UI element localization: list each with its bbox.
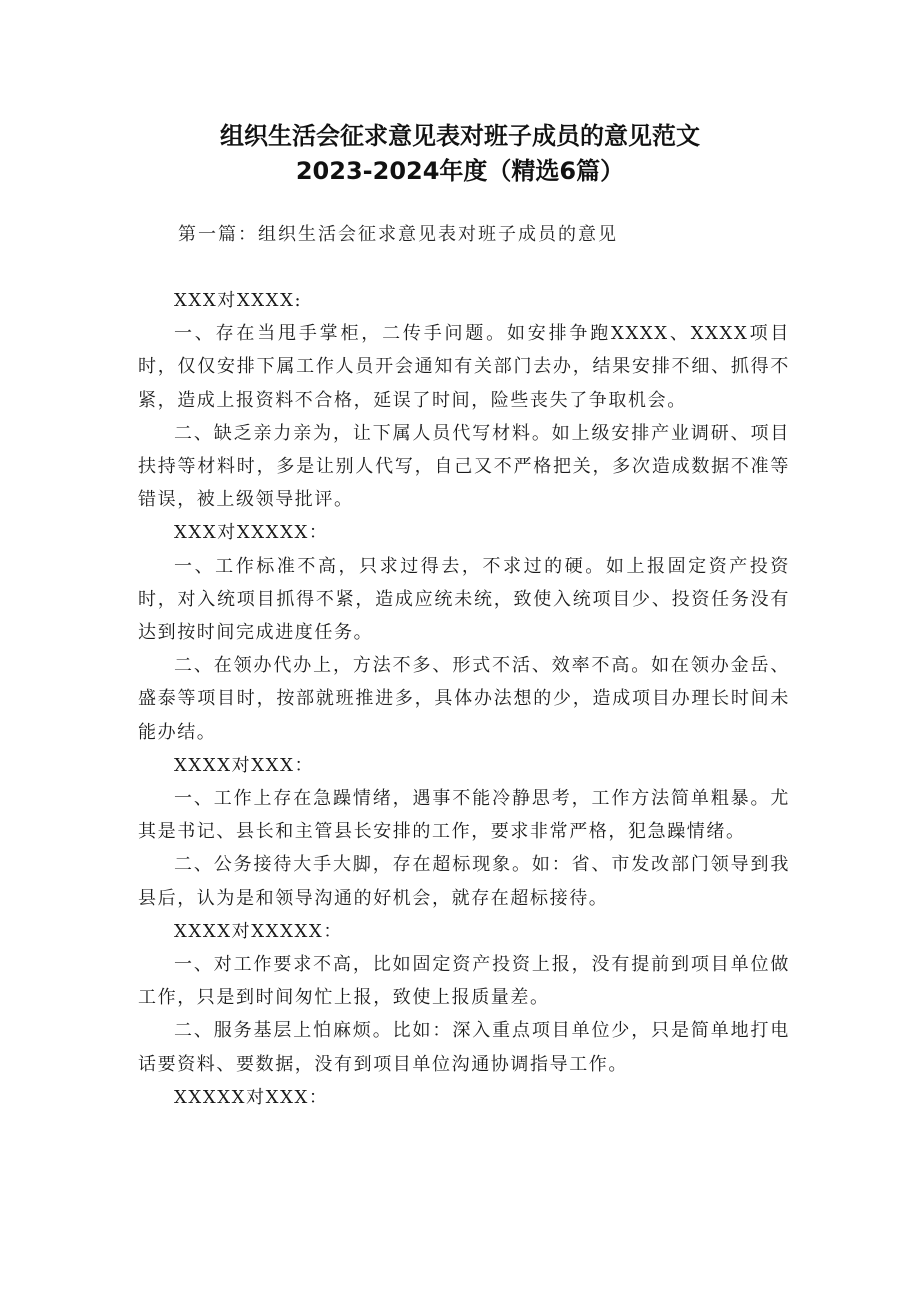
- paragraph: 二、服务基层上怕麻烦。比如：深入重点项目单位少，只是简单地打电话要资料、要数据，没有到项目单位沟通协调指导工作。: [138, 1020, 790, 1075]
- paragraph-recipient-heading: XXX对XXXXX：: [174, 522, 329, 544]
- document-title-line-1: 组织生活会征求意见表对班子成员的意见范文: [220, 122, 700, 150]
- chapter-heading: 第一篇：组织生活会征求意见表对班子成员的意见: [178, 224, 618, 245]
- document-body: [138, 284, 790, 1114]
- paragraph: 一、工作标准不高，只求过得去，不求过的硬。如上报固定资产投资时，对入统项目抓得不紧，造成应统未统，致使入统项目少、投资任务没有达到按时间完成进度任务。: [138, 555, 790, 644]
- paragraph: 二、在领办代办上，方法不多、形式不活、效率不高。如在领办金岳、盛泰等项目时，按部就班推进多，具体办法想的少，造成项目办理长时间未能办结。: [138, 655, 790, 743]
- document-title-line-2: 2023-2024年度（精选6篇）: [295, 157, 625, 185]
- paragraph: 一、对工作要求不高，比如固定资产投资上报，没有提前到项目单位做工作，只是到时间匆忙上报，致使上报质量差。: [138, 954, 790, 1009]
- paragraph: 一、存在当甩手掌柜，二传手问题。如安排争跑XXXX、XXXX项目时，仅仅安排下属工作人员开会通知有关部门去办，结果安排不细、抓得不紧，造成上报资料不合格，延误了时间，险些丧失了争取机会。: [138, 323, 790, 411]
- paragraph-recipient-heading: XXX对XXXX:: [174, 290, 303, 311]
- paragraph: 一、工作上存在急躁情绪，遇事不能冷静思考，工作方法简单粗暴。尤其是书记、县长和主管县长安排的工作，要求非常严格，犯急躁情绪。: [138, 788, 790, 843]
- paragraph-recipient-heading: XXXX对XXXXX：: [174, 920, 343, 942]
- paragraph: 二、缺乏亲力亲为，让下属人员代写材料。如上级安排产业调研、项目扶持等材料时，多是让别人代写，自己又不严格把关，多次造成数据不准等错误，被上级领导批评。: [138, 422, 790, 511]
- paragraph-recipient-heading: XXXX对XXX：: [174, 754, 315, 776]
- paragraph-recipient-heading: XXXXX对XXX：: [174, 1086, 329, 1108]
- paragraph: 二、公务接待大手大脚，存在超标现象。如：省、市发改部门领导到我县后，认为是和领导沟通的好机会，就存在超标接待。: [138, 854, 790, 909]
